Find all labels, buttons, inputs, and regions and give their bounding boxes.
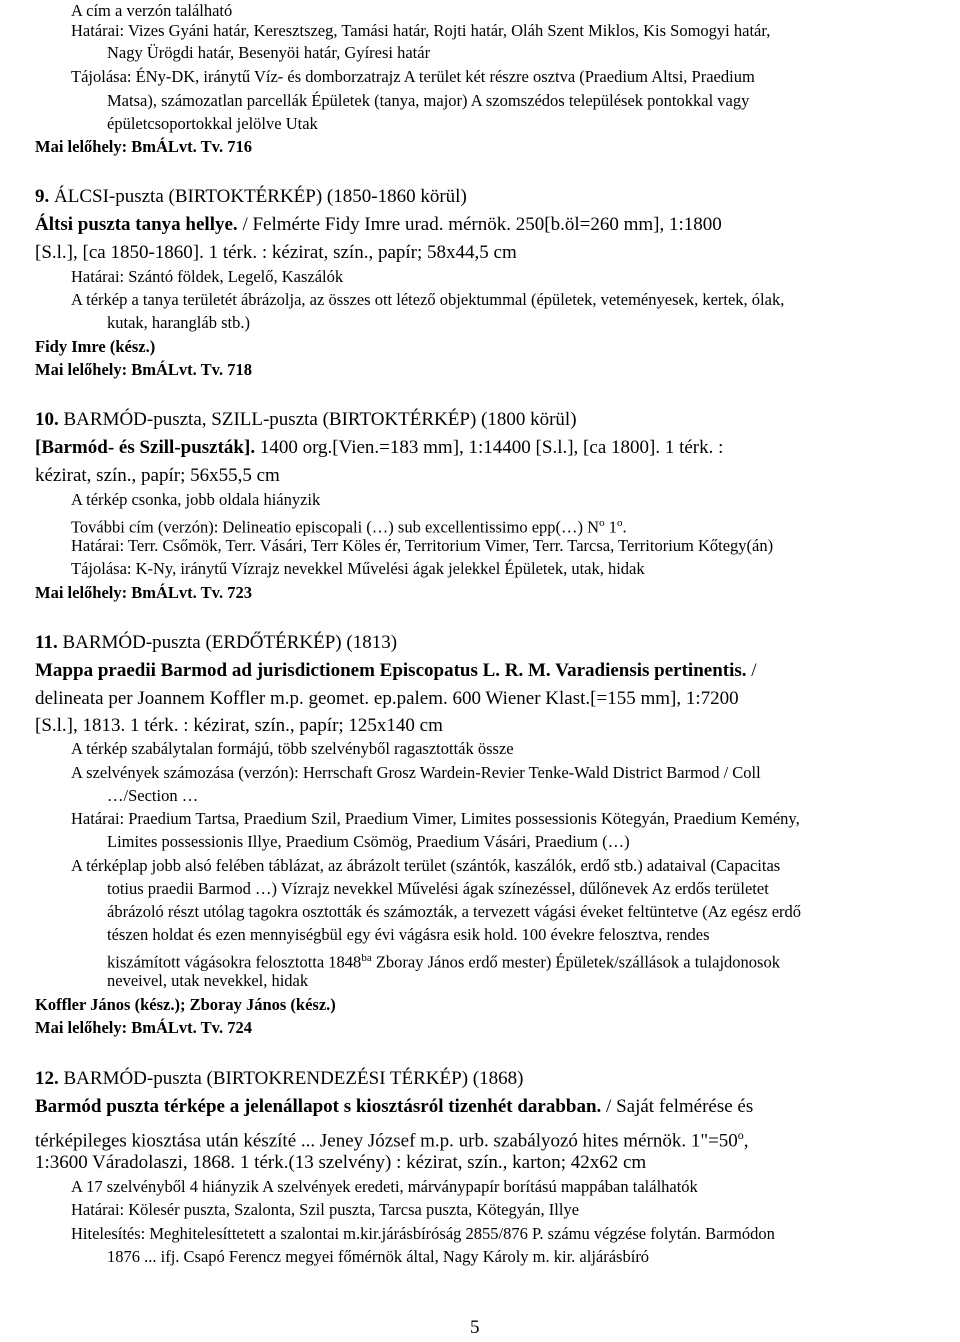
entry-10-heading xyxy=(35,407,577,433)
entry-12-authentication: Hitelesítés: Meghitelesíttetett a szalontai m.kir.járásbíróság 2855/876 P. számu végzése folytán. Barmódon xyxy=(71,1224,775,1243)
current-location: Mai lelőhely: BmÁLvt. Tv. 716 xyxy=(35,137,252,156)
map-title: Mappa praedii Barmod ad jurisdictionem Episcopatus L. R. M. Varadiensis pertinentis. xyxy=(35,660,747,681)
entry-10-location: Mai lelőhely: BmÁLvt. Tv. 723 xyxy=(35,583,252,602)
entry-9-description-cont: kutak, harangláb stb.) xyxy=(107,313,250,332)
map-title: Barmód puszta térképe a jelenállapot s kiosztásról tizenhét darabban. xyxy=(35,1096,602,1117)
map-statement: / Felmérte Fidy Imre urad. mérnök. 250[b.öl=260 mm], 1:1800 xyxy=(237,214,722,235)
entry-11-sheet-numbering-cont: …/Section … xyxy=(107,786,199,805)
verso-title-text: További cím (verzón): Delineatio episcopali (…) sub excellentissimo epp(…) N xyxy=(71,517,600,537)
entry-10-orientation: Tájolása: K-Ny, iránytű Vízrajz nevekkel Művelési ágak jelekkel Épületek, utak, hidak xyxy=(71,559,645,578)
entry-title: ÁLCSI-puszta (BIRTOKTÉRKÉP) (1850-1860 körül) xyxy=(49,186,467,207)
superscript: o xyxy=(737,1128,744,1142)
entry-11-sheet-numbering: A szelvények számozása (verzón): Herrschaft Grosz Wardein-Revier Tenke-Wald District Barmod / Coll xyxy=(71,763,761,782)
entry-11-description-cont: ábrázoló részt utólag tagokra osztották és számozták, a tervezett vágási éveket feltüntetve (Az egész erdő xyxy=(107,902,802,921)
entry-11-description-cont: totius praedii Barmod …) Vízrajz nevekkel Művelési ágak színezéssel, dűlőnevek Az erdős területet xyxy=(107,879,769,898)
orientation-line-cont2: épületcsoportokkal jelölve Utak xyxy=(107,114,318,133)
entry-9-title-line xyxy=(35,212,722,238)
superscript: o xyxy=(599,517,605,529)
description-text: Zboray János erdő mester) Épületek/szállások a tulajdonosok xyxy=(371,952,780,972)
entry-11-imprint: [S.l.], 1813. 1 térk. : kézirat, szín., papír; 125x140 cm xyxy=(35,715,443,736)
verso-title-note: A cím a verzón található xyxy=(71,1,233,20)
entry-12-title-line xyxy=(35,1094,753,1120)
entry-number: 12. xyxy=(35,1068,59,1089)
entry-11-note: A térkép szabálytalan formájú, több szelvényből ragasztották össze xyxy=(71,739,514,758)
statement-text: , xyxy=(743,1130,749,1152)
map-statement: / xyxy=(746,660,757,681)
entry-9-borders: Határai: Szántó földek, Legelő, Kaszálók xyxy=(71,267,344,286)
page-number: 5 xyxy=(470,1317,480,1338)
map-title: Áltsi puszta tanya hellye. xyxy=(35,214,238,235)
entry-9-heading xyxy=(35,184,467,210)
borders-line: Határai: Vizes Gyáni határ, Keresztszeg, Tamási határ, Rojti határ, Oláh Szent Miklos, Kis Somogyi határ, xyxy=(71,21,771,40)
superscript: ba xyxy=(361,952,372,964)
entry-12-imprint: 1:3600 Váradolaszi, 1868. 1 térk.(13 szelvény) : kézirat, szín., karton; 42x62 cm xyxy=(35,1152,647,1173)
entry-11-statement: delineata per Joannem Koffler m.p. geomet. ep.palem. 600 Wiener Klast.[=155 mm], 1:7200 xyxy=(35,688,739,709)
entry-title: BARMÓD-puszta (ERDŐTÉRKÉP) (1813) xyxy=(57,632,398,653)
entry-11-title-line xyxy=(35,658,757,684)
statement-text: térképileges kiosztása után készíté ... Jeney József m.p. urb. szabályozó hites mérnök. 1"=50 xyxy=(35,1130,738,1152)
entry-9-imprint: [S.l.], [ca 1850-1860]. 1 térk. : kézirat, szín., papír; 58x44,5 cm xyxy=(35,242,517,263)
entry-number: 9. xyxy=(35,186,50,207)
entry-11-heading xyxy=(35,630,397,656)
entry-10-note: A térkép csonka, jobb oldala hiányzik xyxy=(71,490,321,509)
entry-10-imprint: kézirat, szín., papír; 56x55,5 cm xyxy=(35,465,280,486)
entry-11-authors: Koffler János (kész.); Zboray János (kész.) xyxy=(35,995,336,1014)
entry-9-author: Fidy Imre (kész.) xyxy=(35,337,156,356)
entry-title: BARMÓD-puszta, SZILL-puszta (BIRTOKTÉRKÉP) (1800 körül) xyxy=(58,409,577,430)
map-statement: 1400 org.[Vien.=183 mm], 1:14400 [S.l.], [ca 1800]. 1 térk. : xyxy=(255,437,724,458)
map-title: [Barmód- és Szill-puszták]. xyxy=(35,437,256,458)
superscript: o xyxy=(616,517,623,529)
entry-11-description-cont: neveivel, utak nevekkel, hidak xyxy=(107,971,309,990)
entry-12-note: A 17 szelvényből 4 hiányzik A szelvények eredeti, márványpapír borítású mappában találhatók xyxy=(71,1177,698,1196)
orientation-line: Tájolása: ÉNy-DK, iránytű Víz- és domborzatrajz A terület két részre osztva (Praedium Altsi, Praedium xyxy=(71,67,755,86)
verso-title-text: 1 xyxy=(604,517,617,537)
entry-11-description-cont: tészen holdat és ezen mennyiségbül egy évi vágásra esik hold. 100 évekre felosztva, rendes xyxy=(107,925,710,944)
entry-number: 11. xyxy=(35,632,58,653)
entry-12-borders: Határai: Kölesér puszta, Szalonta, Szil puszta, Tarcsa puszta, Kötegyán, Illye xyxy=(71,1200,580,1219)
entry-11-description: A térképlap jobb alsó felében táblázat, az ábrázolt terület (szántók, kaszálók, erdő stb.) adataival (Capacitas xyxy=(71,856,781,875)
orientation-line-cont: Matsa), számozatlan parcellák Épületek (tanya, major) A szomszédos települések pontokkal vagy xyxy=(107,91,750,110)
verso-title-text: . xyxy=(622,517,627,537)
entry-number: 10. xyxy=(35,409,59,430)
entry-11-borders: Határai: Praedium Tartsa, Praedium Szil, Praedium Vimer, Limites possessionis Kötegyán, Praedium Kemény, xyxy=(71,809,800,828)
entry-10-title-line xyxy=(35,435,723,461)
description-text: kiszámított vágásokra felosztotta 1848 xyxy=(107,952,362,972)
entry-12-authentication-cont: 1876 ... ifj. Csapó Ferencz megyei főmérnök által, Nagy Károly m. kir. aljárásbíró xyxy=(107,1247,650,1266)
entry-12-heading xyxy=(35,1066,523,1092)
borders-line-cont: Nagy Ürögdi határ, Besenyöi határ, Gyíresi határ xyxy=(107,43,431,62)
entry-11-location: Mai lelőhely: BmÁLvt. Tv. 724 xyxy=(35,1018,252,1037)
entry-10-borders: Határai: Terr. Csőmök, Terr. Vásári, Terr Köles ér, Territorium Vimer, Terr. Tarcsa, Territorium Kőtegy(án) xyxy=(71,536,774,555)
entry-9-location: Mai lelőhely: BmÁLvt. Tv. 718 xyxy=(35,360,252,379)
entry-9-description: A térkép a tanya területét ábrázolja, az összes ott létező objektummal (épületek, veteményesek, kertek, ólak, xyxy=(71,290,785,309)
map-statement: / Saját felmérése és xyxy=(601,1096,754,1117)
entry-11-borders-cont: Limites possessionis Illye, Praedium Csömög, Praedium Vásári, Praedium (…) xyxy=(107,832,630,851)
entry-title: BARMÓD-puszta (BIRTOKRENDEZÉSI TÉRKÉP) (1868) xyxy=(58,1068,524,1089)
